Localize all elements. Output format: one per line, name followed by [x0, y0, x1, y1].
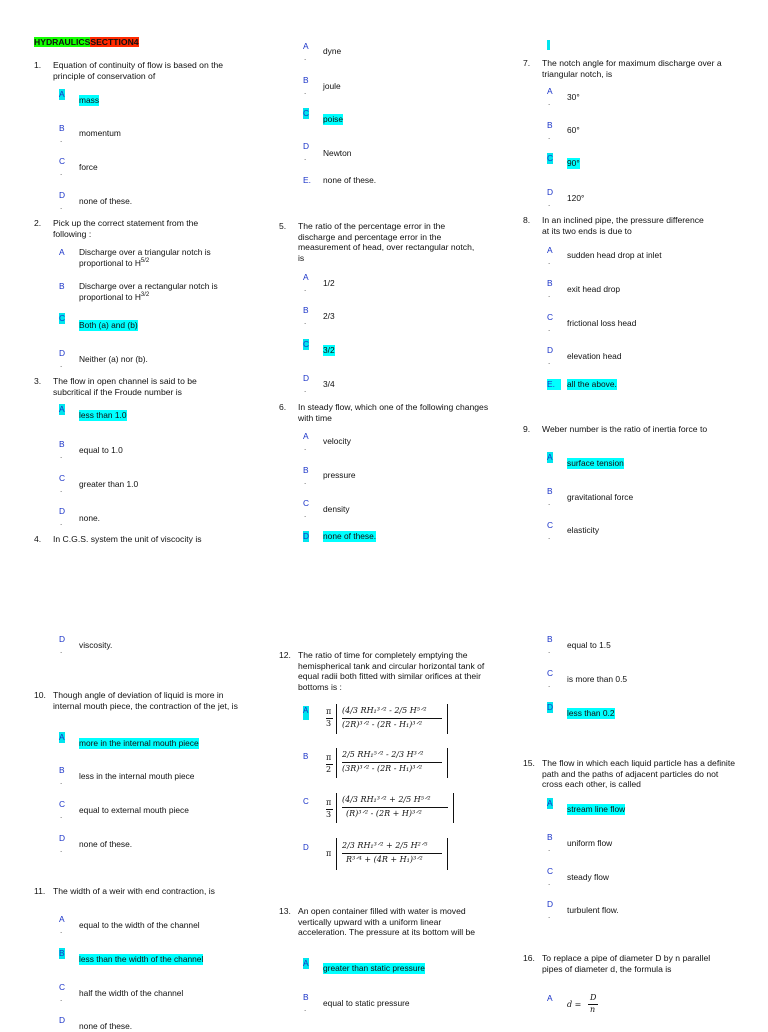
question-8: 8. In an inclined pipe, the pressure difference at its two ends is due to — [523, 215, 713, 236]
q12-option-b-letter[interactable]: B — [303, 752, 309, 761]
option-text: momentum — [79, 128, 121, 138]
q2-option-c[interactable]: C Both (a) and (b) — [59, 313, 138, 330]
q10-option-a[interactable]: A more in the internal mouth piece — [59, 732, 199, 748]
question-13: 13. An open container filled with water is moved vertically upward with a uniform linear acceleration. The pressure at its bottom will be — [279, 906, 479, 938]
q2-option-a[interactable]: A Discharge over a triangular notch is proportional to $H^{5/2}$ — [59, 247, 211, 268]
question-15: 15. The flow in which each liquid particle has a definite path and the paths of adjacent particles do not cross each other, is called — [523, 758, 735, 790]
q12-option-b-expression-denominator: (3R)³ᐟ² - (2R - H₁)³ᐟ² — [342, 764, 423, 773]
q1-option-b[interactable]: B . momentum — [59, 123, 121, 144]
option-text: viscosity. — [79, 640, 113, 650]
question-text: The width of a weir with end contraction, is — [53, 886, 215, 896]
q12-option-c-expression-denominator: (R)³ᐟ² - (2R + H)³ᐟ² — [346, 809, 422, 818]
question-text: In C.G.S. system the unit of viscocity is — [53, 534, 202, 544]
q16-option-a-lhs: d = — [567, 1000, 582, 1009]
q11-option-d[interactable]: D none of these. — [59, 1015, 133, 1031]
q4-option-e[interactable]: E. none of these. — [303, 175, 377, 185]
q9-option-b[interactable]: B . gravitational force — [547, 486, 634, 507]
option-text: Both (a) and (b) — [79, 320, 138, 330]
q9-option-c[interactable]: C . elasticity — [547, 520, 600, 541]
option-text: stream line flow — [567, 804, 626, 814]
exponent: 5/2 — [140, 257, 150, 264]
option-text: 3/2 — [323, 345, 335, 355]
q10-option-d[interactable]: D . none of these. — [59, 833, 133, 854]
title-subject: HYDRAULICS — [34, 37, 91, 47]
q12-option-d-letter[interactable]: D — [303, 843, 309, 852]
q16-option-a-denominator: n — [590, 1005, 596, 1014]
option-text: surface tension — [567, 458, 624, 468]
q7-option-d[interactable]: D . 120° — [547, 187, 585, 208]
q12-option-d-pi: π — [326, 849, 332, 858]
question-text: The ratio of the percentage error in the discharge and percentage error in the measurement of head, over rectangular notch, is — [298, 221, 475, 264]
option-text: more in the internal mouth piece — [79, 738, 199, 748]
question-6: 6. In steady flow, which one of the following changes with time — [279, 402, 489, 423]
question-text: In an inclined pipe, the pressure difference at its two ends is due to — [542, 215, 704, 236]
question-3: 3. The flow in open channel is said to be subcritical if the Froude number is — [34, 376, 230, 397]
q10-option-b[interactable]: B . less in the internal mouth piece — [59, 765, 195, 786]
q7-option-c[interactable]: C 90° — [547, 153, 580, 168]
option-text: Discharge over a triangular notch is proportional to H — [79, 247, 211, 268]
option-text: Newton — [323, 148, 352, 158]
q13-option-a[interactable]: A greater than static pressure — [303, 958, 425, 973]
option-text: greater than 1.0 — [79, 479, 139, 489]
question-text: An open container filled with water is moved vertically upward with a uniform linear acceleration. The pressure at its bottom will be — [298, 906, 476, 938]
q6-option-d[interactable]: D none of these. — [303, 531, 377, 541]
option-text: equal to 1.5 — [567, 640, 611, 650]
q12-option-c-letter[interactable]: C — [303, 797, 309, 806]
option-text: less than 0.2 — [567, 708, 615, 718]
option-text: pressure — [323, 470, 356, 480]
q8-option-a[interactable]: A . sudden head drop at inlet — [547, 245, 662, 266]
option-text: elevation head — [567, 351, 622, 361]
q12-option-c-denominator: 3 — [326, 810, 332, 819]
option-text: less than 1.0 — [79, 410, 127, 420]
option-text: uniform flow — [567, 838, 613, 848]
q8-option-e[interactable]: E. all the above. — [547, 379, 617, 389]
option-text: is more than 0.5 — [567, 674, 628, 684]
option-text: equal to 1.0 — [79, 445, 123, 455]
option-text: Discharge over a rectangular notch is proportional to H — [79, 281, 218, 302]
option-text: none. — [79, 513, 100, 523]
option-text: none of these. — [79, 1021, 133, 1031]
option-text: joule — [323, 81, 341, 91]
q1-option-d[interactable]: D . none of these. — [59, 190, 133, 211]
question-text: The flow in which each liquid particle has a definite path and the paths of adjacent particles do not cross each other, is called — [542, 758, 735, 790]
q1-option-a[interactable]: A mass — [59, 89, 100, 105]
q16-option-a-numerator: D — [590, 993, 597, 1002]
option-text: velocity — [323, 436, 351, 446]
q2-option-b[interactable]: B Discharge over a rectangular notch is proportional to $H^{3/2}$ — [59, 281, 218, 302]
q3-option-d[interactable]: D . none. — [59, 506, 100, 527]
fraction-bar — [342, 718, 442, 719]
question-text: The ratio of time for completely emptying the hemispherical tank and circular horizontal tank of equal radii both fitted with similar orifices at their bottoms is : — [298, 650, 485, 693]
q15-option-d[interactable]: D . turbulent flow. — [547, 899, 619, 920]
option-text: 2/3 — [323, 311, 335, 321]
q1-option-c[interactable]: C . force — [59, 156, 98, 177]
question-text: Equation of continuity of flow is based on the principle of conservation of — [53, 60, 224, 81]
q11-option-c[interactable]: C . half the width of the channel — [59, 982, 184, 1003]
q4-option-d[interactable]: D . Newton — [303, 141, 352, 162]
question-text: Pick up the correct statement from the following : — [53, 218, 199, 239]
highlight-marker — [547, 40, 550, 50]
q8-option-c[interactable]: C . frictional loss head — [547, 312, 637, 333]
question-5: 5. The ratio of the percentage error in the discharge and percentage error in the measurement of head, over rectangular notch, is — [279, 221, 479, 264]
option-text: density — [323, 504, 350, 514]
option-text: steady flow — [567, 872, 609, 882]
title-section: SECTTION4 — [90, 37, 139, 47]
option-text: Neither (a) nor (b). — [79, 354, 148, 364]
option-text: dyne — [323, 46, 342, 56]
q13-option-b[interactable]: B . equal to static pressure — [303, 992, 410, 1013]
question-2: 2. Pick up the correct statement from the following : — [34, 218, 230, 239]
question-10: 10. Though angle of deviation of liquid is more in internal mouth piece, the contraction of the jet, is — [34, 690, 246, 711]
q12-option-a-letter[interactable]: A — [303, 706, 309, 720]
q9-option-a[interactable]: A surface tension — [547, 452, 624, 468]
q11-option-a[interactable]: A . equal to the width of the channel — [59, 914, 200, 935]
option-text: 1/2 — [323, 278, 335, 288]
fraction-bar — [342, 807, 448, 808]
q8-option-b[interactable]: B . exit head drop — [547, 278, 621, 299]
q12-option-d-numerator: 2/3 RH₁³ᐟ² + 2/5 H²ᐟ⁵ — [342, 841, 428, 850]
question-text: Weber number is the ratio of inertia force to — [542, 424, 708, 434]
q7-option-a[interactable]: A . 30° — [547, 86, 580, 107]
question-text: In steady flow, which one of the following changes with time — [298, 402, 489, 423]
q4-option-c[interactable]: C poise — [303, 108, 344, 124]
option-text: frictional loss head — [567, 318, 637, 328]
question-text: The flow in open channel is said to be subcritical if the Froude number is — [53, 376, 197, 397]
q6-option-c[interactable]: C . density — [303, 498, 350, 519]
question-4: 4. In C.G.S. system the unit of viscocity is — [34, 534, 246, 545]
option-text: 30° — [567, 92, 580, 102]
question-text: The notch angle for maximum discharge over a triangular notch, is — [542, 58, 722, 79]
question-1: 1. Equation of continuity of flow is based on the principle of conservation of — [34, 60, 246, 81]
question-9: 9. Weber number is the ratio of inertia force to — [523, 424, 735, 435]
q12-option-a-pi: π — [326, 707, 332, 716]
q12-option-b-pi: π — [326, 753, 332, 762]
q14-option-d[interactable]: D less than 0.2 — [547, 702, 615, 718]
option-text: poise — [323, 114, 344, 124]
question-text: Though angle of deviation of liquid is more in internal mouth piece, the contraction of the jet, is — [53, 690, 238, 711]
option-text: none of these. — [323, 531, 377, 541]
q3-option-a[interactable]: A less than 1.0 — [59, 404, 127, 420]
q5-option-a[interactable]: A . 1/2 — [303, 272, 335, 293]
fraction-bar — [342, 853, 442, 854]
option-text: half the width of the channel — [79, 988, 184, 998]
q12-option-a-numerator: (4/3 RH₁³ᐟ² - 2/5 H⁵ᐟ² — [342, 706, 427, 715]
q12-option-a-expression-denominator: (2R)³ᐟ² - (2R - H₁)³ᐟ² — [342, 720, 423, 729]
option-text: less in the internal mouth piece — [79, 771, 195, 781]
q3-option-c[interactable]: C . greater than 1.0 — [59, 473, 139, 494]
q14-option-b[interactable]: B . equal to 1.5 — [547, 634, 611, 655]
question-text: To replace a pipe of diameter D by n parallel pipes of diameter d, the formula is — [542, 953, 711, 974]
q12-option-c-numerator: (4/3 RH₁³ᐟ² + 2/5 H⁵ᐟ² — [342, 795, 431, 804]
q16-option-a-letter[interactable]: A — [547, 993, 553, 1003]
q12-option-c-pi: π — [326, 798, 332, 807]
option-text: all the above. — [567, 379, 617, 389]
option-text: greater than static pressure — [323, 963, 425, 973]
q12-option-a-denominator: 3 — [326, 719, 332, 728]
option-text: none of these. — [79, 196, 133, 206]
q12-option-b-numerator: 2/5 RH₁⁵ᐟ² - 2/3 H³ᐟ² — [342, 750, 424, 759]
q6-option-b[interactable]: B . pressure — [303, 465, 356, 486]
q6-option-a[interactable]: A . velocity — [303, 431, 351, 452]
q4-option-d-continued[interactable]: D . viscosity. — [59, 634, 113, 655]
option-text: force — [79, 162, 98, 172]
q5-option-d[interactable]: D . 3/4 — [303, 373, 335, 394]
option-text: less than the width of the channel — [79, 954, 204, 964]
option-text: turbulent flow. — [567, 905, 619, 915]
q12-option-b-denominator: 2 — [326, 765, 332, 774]
option-text: equal to external mouth piece — [79, 805, 189, 815]
q15-option-a[interactable]: A stream line flow — [547, 798, 626, 814]
option-text: none of these. — [79, 839, 133, 849]
q7-option-b[interactable]: B . 60° — [547, 120, 580, 141]
section-title — [34, 37, 139, 48]
fraction-bar — [342, 762, 442, 763]
option-text: none of these. — [323, 175, 377, 185]
q5-option-c[interactable]: C 3/2 — [303, 339, 335, 355]
q11-option-b[interactable]: B less than the width of the channel — [59, 948, 204, 964]
option-text: equal to the width of the channel — [79, 920, 200, 930]
question-7: 7. The notch angle for maximum discharge over a triangular notch, is — [523, 58, 735, 79]
option-text: 90° — [567, 158, 580, 168]
q4-option-b[interactable]: B . joule — [303, 75, 341, 96]
exponent: 3/2 — [140, 291, 150, 298]
q10-option-c[interactable]: C . equal to external mouth piece — [59, 799, 189, 820]
question-11: 11. The width of a weir with end contraction, is — [34, 886, 246, 897]
q4-option-a[interactable]: A . dyne — [303, 41, 342, 62]
option-text: 120° — [567, 193, 585, 203]
q12-option-d-expression-denominator: R³ᐟ⁴ + (4R + H₁)³ᐟ² — [346, 855, 423, 864]
question-12: 12. The ratio of time for completely emptying the hemispherical tank and circular horizontal tank of equal radii both fitted with similar orifices at their bottoms is : — [279, 650, 489, 693]
q15-option-c[interactable]: C . steady flow — [547, 866, 609, 887]
option-text: sudden head drop at inlet — [567, 250, 662, 260]
q14-option-c[interactable]: C . is more than 0.5 — [547, 668, 628, 689]
option-text: exit head drop — [567, 284, 621, 294]
q2-option-d[interactable]: D . Neither (a) nor (b). — [59, 348, 148, 369]
question-16: 16. To replace a pipe of diameter D by n parallel pipes of diameter d, the formula is — [523, 953, 713, 974]
option-text: elasticity — [567, 525, 600, 535]
option-text: equal to static pressure — [323, 998, 410, 1008]
option-text: gravitational force — [567, 492, 634, 502]
option-text: 3/4 — [323, 379, 335, 389]
option-text: 60° — [567, 125, 580, 135]
option-text: mass — [79, 95, 100, 105]
q15-option-b[interactable]: B . uniform flow — [547, 832, 613, 853]
q8-option-d[interactable]: D . elevation head — [547, 345, 622, 366]
q3-option-b[interactable]: B . equal to 1.0 — [59, 439, 123, 460]
q5-option-b[interactable]: B . 2/3 — [303, 305, 335, 326]
